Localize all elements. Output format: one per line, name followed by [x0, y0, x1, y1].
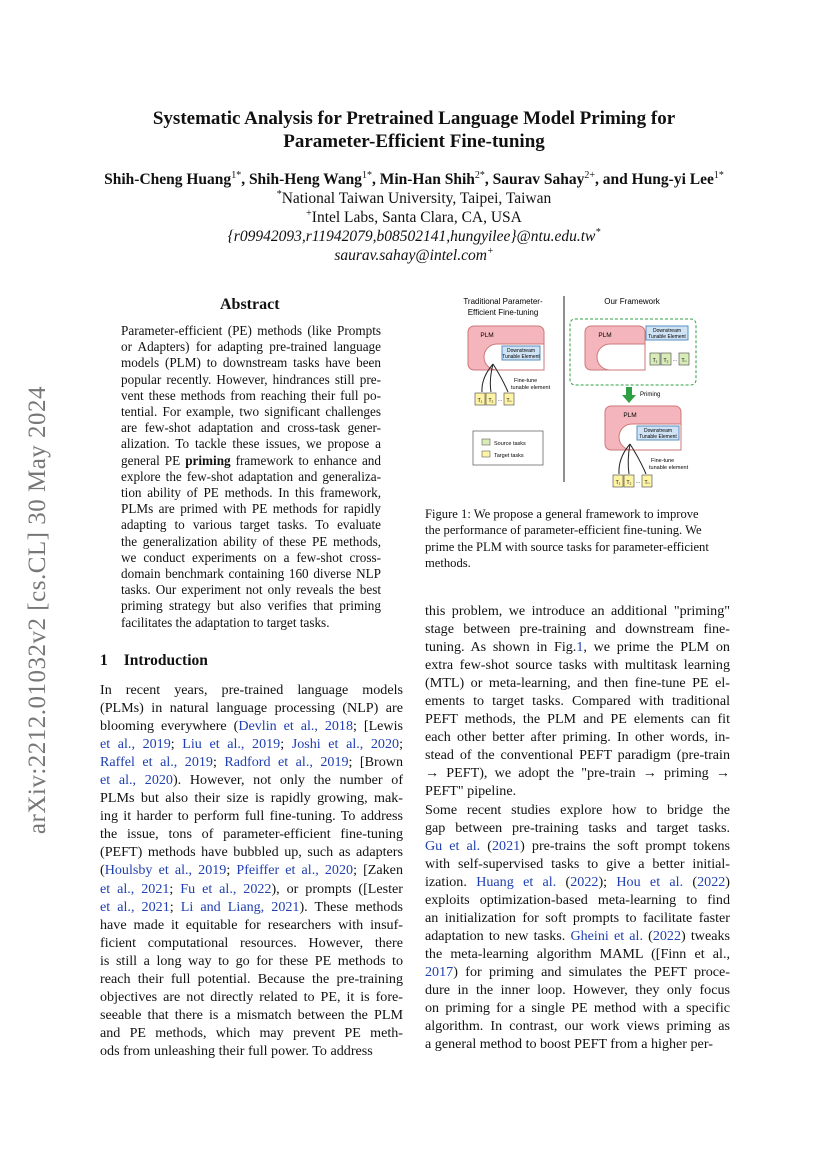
bold-term: priming — [185, 452, 231, 468]
citation-link[interactable]: Fu et al., 2022 — [180, 880, 272, 897]
text-line: et al., 2021; Li and Liang, 2021). These methods — [100, 898, 404, 915]
text-line: PLMs but also their size is rapidly growing, mak- — [100, 790, 403, 807]
source-tn-label: Tₙ — [681, 358, 687, 364]
citation-link[interactable]: Devlin et al., 2018 — [238, 718, 354, 735]
text-line: PLMs are primed with PE methods for rapidly — [121, 501, 381, 517]
text-line: ization. Huang et al. (2022); Hou et al. (2022) — [425, 873, 730, 890]
citation-link[interactable]: Houlsby et al., 2019 — [104, 862, 227, 879]
text-line: tasks. Our experiment not only reveals the best — [121, 582, 381, 598]
right-panel-title: Our Framework — [604, 297, 660, 306]
citation-link[interactable]: Joshi et al., 2020 — [291, 736, 400, 753]
framework-diagram — [425, 292, 730, 502]
caption-line: prime the PLM with source tasks for parameter-efficient — [425, 539, 709, 554]
email-ntu[interactable]: {r09942093,r11942079,b08502141,hungyilee}@ntu.edu.tw* — [227, 226, 601, 245]
abstract-heading: Abstract — [220, 296, 280, 313]
text-line: have made it equitable for researchers with insuf- — [100, 916, 403, 933]
intro-left-column — [100, 681, 403, 1060]
text-line: (PEFT) methods have bubbled up, such as adapters — [100, 844, 403, 861]
citation-link[interactable]: Gu et al. — [425, 837, 481, 854]
plm-notch-top — [597, 344, 645, 370]
target-t2-label: T₂ — [626, 480, 632, 486]
text-line: algorithm. In contrast, our work views priming as — [425, 1018, 730, 1035]
text-line: ing it harder to perform full fine-tuning. To address — [100, 808, 403, 825]
author-block — [40, 170, 788, 265]
arxiv-sidebar-stamp — [18, 350, 58, 870]
left-finetune-label-1: Fine-tune — [514, 378, 538, 384]
target-tn-label: Tₙ — [644, 480, 650, 486]
source-dots: ... — [672, 357, 678, 363]
text-line: Parameter-efficient (PE) methods (like Prompts — [121, 323, 381, 338]
text-line: (PLMs) in natural language processing (NLP) are — [100, 700, 403, 717]
task-t1-label: T₁ — [477, 398, 483, 404]
text-line: 2017) for priming and simulates the PEFT proce- — [425, 963, 730, 980]
legend-source-label: Source tasks — [494, 441, 526, 447]
text-line: general PE priming framework to enhance and — [121, 452, 381, 468]
caption-line: methods. — [425, 555, 471, 570]
priming-label: Priming — [640, 392, 661, 398]
text-line: Some recent studies explore how to bridge the — [425, 801, 730, 818]
email-intel[interactable]: saurav.sahay@intel.com+ — [334, 245, 494, 264]
text-line: the issue, tons of parameter-efficient fine-tuning — [100, 826, 403, 843]
citation-link[interactable]: Hou et al. — [616, 873, 684, 890]
tunable-label-top: Tunable Element — [648, 334, 686, 340]
right-finetune-label-2: tunable element — [649, 465, 689, 471]
downstream-label-top: Downstream — [652, 328, 682, 334]
legend-target-swatch — [482, 451, 490, 457]
arxiv-identifier: arXiv:2212.01032v2 [cs.CL] 30 May 2024 — [24, 385, 51, 835]
figure-1 — [425, 292, 730, 502]
plm-label: PLM — [480, 332, 494, 339]
text-line: and PE methods, which may prevent PE meth- — [100, 1024, 403, 1041]
text-line: stage between pre-training and downstream fine- — [425, 621, 730, 638]
text-line: reach their full potential. Because the pre-training — [100, 970, 403, 987]
left-finetune-label-2: tunable element — [511, 385, 551, 391]
citation-link[interactable]: Li and Liang, 2021 — [180, 898, 300, 915]
text-line: PEFT methods, the PLM and PE elements can fit — [425, 711, 730, 728]
affiliation-1: *National Taiwan University, Taipei, Taiwan — [276, 188, 552, 207]
citation-link[interactable]: Pfeiffer et al., 2020 — [236, 862, 354, 879]
legend-box — [473, 431, 543, 465]
citation-link[interactable]: Gheini et al. — [570, 927, 643, 944]
text-line: or Adapters) for adapting pre-trained language — [121, 339, 381, 355]
left-panel-title-2: Efficient Fine-tuning — [467, 308, 539, 317]
text-line: gap between pre-training tasks and target tasks. — [425, 819, 730, 836]
text-line: objectives are not directly related to PE, it is fore- — [100, 988, 403, 1005]
text-line: exploits optimization-based meta-learning to find — [425, 891, 730, 908]
left-plm-block — [468, 326, 544, 370]
tunable-label-bottom: Tunable Element — [639, 434, 677, 440]
text-line: the generalization ability of these PE methods, — [121, 533, 381, 549]
task-tn-label: Tₙ — [506, 398, 512, 404]
text-line: tuning. As shown in Fig.1, we prime the PLM on — [425, 639, 730, 656]
citation-link[interactable]: Liu et al., 2019 — [182, 736, 281, 753]
citation-link[interactable]: 1 — [576, 639, 584, 656]
citation-link[interactable]: Radford et al., 2019 — [224, 754, 349, 771]
left-target-tasks — [475, 393, 514, 405]
caption-line: Figure 1: We propose a general framework to improve — [425, 507, 699, 521]
task-dots: ... — [497, 397, 503, 403]
citation-link[interactable]: Huang et al. — [476, 873, 557, 890]
text-line: seeable that there is a mismatch between the PLM — [100, 1006, 403, 1023]
text-line: (MTL) or meta-learning, and then fine-tune PE el- — [425, 675, 730, 692]
right-finetune-label-1: Fine-tune — [651, 458, 675, 464]
text-line: ements to target tasks. Compared with traditional — [425, 693, 730, 710]
citation-link[interactable]: et al., 2020 — [100, 772, 173, 789]
text-line: domain benchmark containing 160 diverse NLP — [121, 566, 381, 582]
right-plm-block-bottom — [605, 406, 681, 450]
author-names: Shih-Cheng Huang$^{1*}$, Shih-Heng Wang$^{1*}$, Min-Han Shih$^{2*}$, Saurav Sahay$^{2+}$, and Hung-yi Lee$^{1*}$ — [104, 169, 724, 188]
text-line: alization. To tackle these issues, we propose a — [121, 436, 381, 452]
priming-arrow — [622, 387, 660, 403]
text-line: models (PLM) to downstream tasks have been — [121, 355, 381, 371]
source-t1-label: T₁ — [652, 358, 658, 364]
legend-source-swatch — [482, 439, 490, 445]
text-line: In recent years, pre-trained language models — [100, 682, 403, 698]
section-heading-introduction — [100, 652, 208, 670]
legend-target-label: Target tasks — [494, 453, 524, 459]
text-line: tion ability of PE methods. In this framework, — [121, 485, 381, 501]
text-line: (Houlsby et al., 2019; Pfeiffer et al., 2020; [Zaken — [100, 862, 403, 879]
text-line: Gu et al. (2021) pre-trains the soft prompt tokens — [425, 837, 731, 854]
affiliation-2: +Intel Labs, Santa Clara, CA, USA — [306, 207, 522, 226]
text-line: on priming for a single PE method with a specific — [425, 1000, 730, 1017]
section-number: 1 — [100, 652, 108, 669]
citation-link[interactable]: 2017 — [425, 963, 454, 980]
text-line: this problem, we introduce an additional "priming" — [425, 603, 730, 619]
text-line: a general method to boost PEFT from a higher per- — [425, 1036, 713, 1053]
right-plm-block-top — [585, 326, 688, 370]
text-line: stead of the conventional PEFT paradigm (pre-train — [425, 747, 730, 764]
text-line: et al., 2019; Liu et al., 2019; Joshi et al., 2020; — [100, 736, 403, 753]
task-t2-label: T₂ — [488, 398, 494, 404]
right-target-tasks — [613, 475, 652, 487]
text-line: Raffel et al., 2019; Radford et al., 2019; [Brown — [100, 754, 403, 771]
title-line-2: Parameter-Efficient Fine-tuning — [283, 131, 545, 152]
title-line-1: Systematic Analysis for Pretrained Language Model Priming for — [152, 108, 676, 129]
text-line: the meta-learning algorithm MAML ([Finn et al., — [425, 945, 730, 962]
text-line: extra few-shot source tasks with multitask learning — [425, 657, 730, 674]
text-line: blooming everywhere (Devlin et al., 2018; [Lewis — [100, 718, 404, 735]
citation-link[interactable]: 2021 — [491, 837, 521, 854]
text-line: each other better after priming. In other words, in- — [425, 729, 730, 746]
text-line: explore the few-shot adaptation and generaliza- — [121, 468, 381, 484]
text-line: facilitates the adaptation to target tasks. — [121, 614, 330, 630]
text-line: we conduct experiments on a few-shot cross- — [121, 549, 381, 565]
citation-link[interactable]: et al., 2021 — [100, 880, 170, 897]
text-line: ficient computational resources. However, there — [100, 934, 403, 951]
abstract-body — [121, 323, 381, 631]
text-line: PEFT" pipeline. — [425, 783, 517, 800]
text-line: et al., 2021; Fu et al., 2022), or prompts ([Lester — [100, 880, 403, 897]
left-panel-title-1: Traditional Parameter- — [463, 297, 543, 306]
figure-1-caption — [425, 506, 730, 571]
source-t2-label: T₂ — [663, 358, 669, 364]
text-line: priming strategy but also verifies that priming — [121, 598, 381, 614]
section-title: Introduction — [123, 652, 208, 669]
text-line: is still a long way to go for these PE methods to — [100, 952, 403, 969]
citation-link[interactable]: 2022 — [652, 927, 682, 944]
citation-link[interactable]: et al., 2019 — [100, 736, 171, 753]
paper-title — [100, 107, 728, 153]
intro-right-column — [425, 602, 730, 1053]
priming-arrow-shaft — [626, 387, 632, 395]
text-line: with self-supervised tasks to give a better initial- — [425, 855, 730, 872]
text-line: adaptation to new tasks. Gheini et al. (2022) tweaks — [425, 927, 730, 944]
target-dots: ... — [635, 479, 641, 485]
text-line: are few-shot adaptation and cross-task gener- — [121, 420, 381, 436]
text-line: et al., 2020). However, not only the number of — [100, 772, 404, 789]
text-line: vent these methods from reaching their full po- — [121, 387, 381, 403]
text-line: ods from unleashing their full power. To address — [100, 1042, 373, 1059]
text-line: tential. For example, two significant challenges — [121, 404, 381, 420]
target-t1-label: T₁ — [615, 480, 621, 486]
caption-line: the performance of parameter-efficient fine-tuning. We — [425, 523, 702, 538]
source-tasks — [650, 353, 689, 365]
legend — [473, 431, 543, 465]
citation-link[interactable]: Raffel et al., 2019 — [100, 754, 213, 771]
text-line: dure in the inner loop. However, they only focus — [425, 981, 730, 998]
downstream-label-bottom: Downstream — [643, 428, 673, 434]
priming-arrow-head — [622, 395, 636, 403]
plm-label-top: PLM — [598, 332, 612, 339]
text-line: popular recently. However, hindrances still pre- — [121, 371, 381, 387]
citation-link[interactable]: 2022 — [570, 873, 599, 890]
citation-link[interactable]: et al., 2021 — [100, 898, 170, 915]
downstream-label: Downstream — [506, 348, 536, 354]
text-line: an initialization for soft prompts to facilitate faster — [425, 909, 730, 926]
citation-link[interactable]: 2022 — [697, 873, 726, 890]
tunable-element-label: Tunable Element — [502, 354, 540, 360]
plm-label-bottom: PLM — [623, 412, 637, 419]
text-line: → PEFT), we adopt the "pre-train → priming → — [425, 765, 730, 782]
text-line: adapting to various target tasks. To evaluate — [121, 517, 381, 533]
